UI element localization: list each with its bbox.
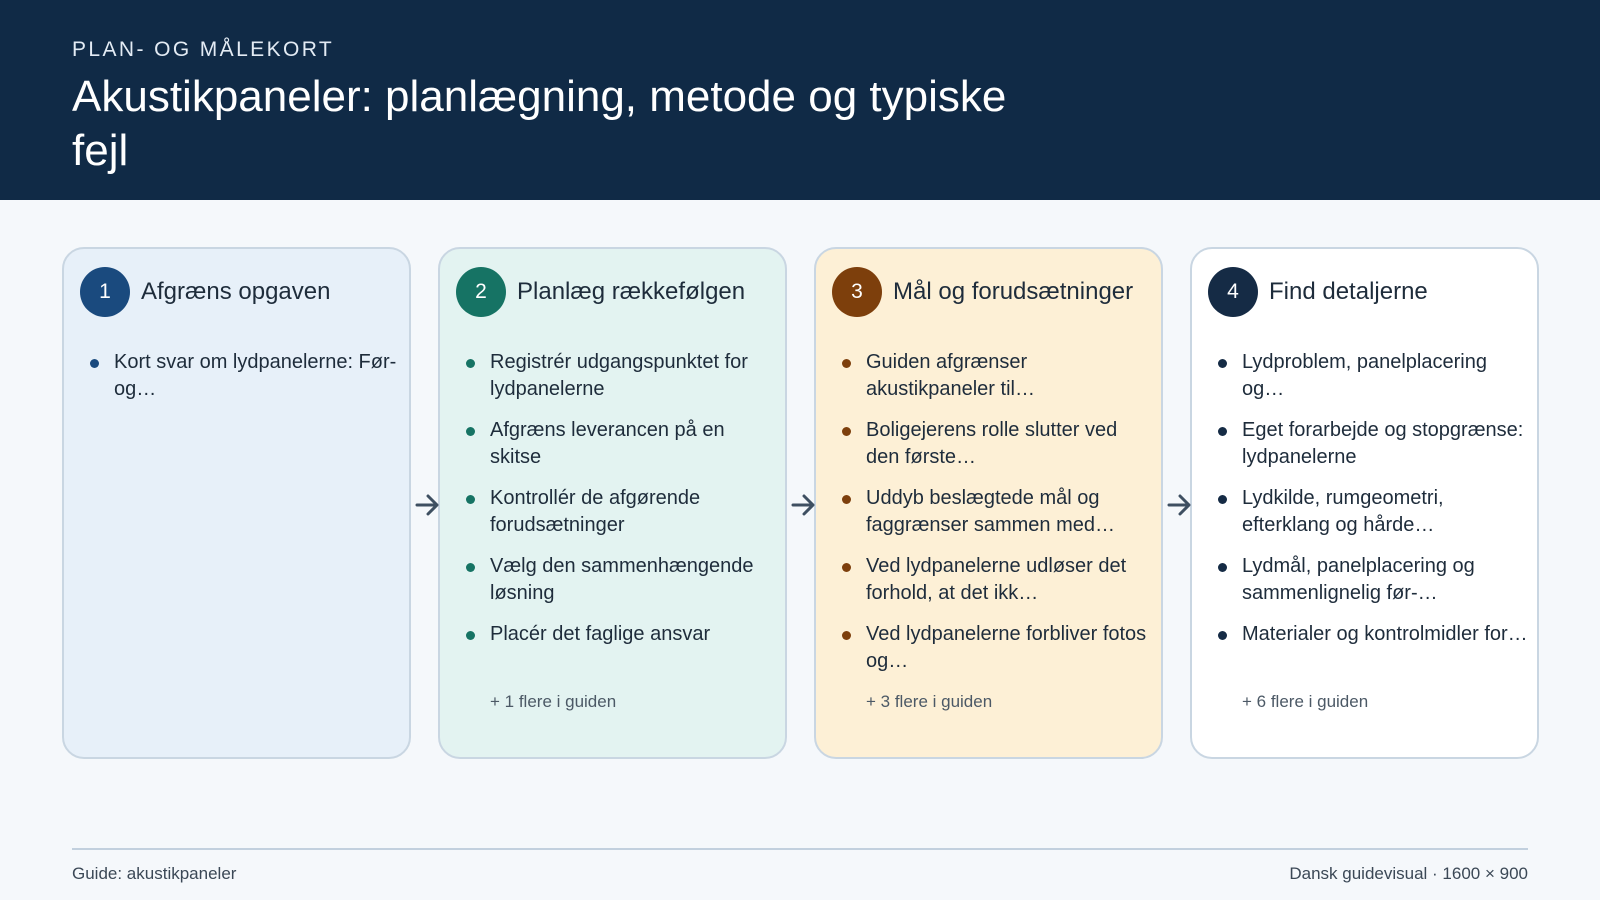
step-card-title: Mål og forudsætninger	[893, 278, 1134, 305]
step-card-header	[1208, 267, 1428, 317]
bullet-dot-icon	[466, 359, 475, 368]
step-item-list	[1218, 349, 1530, 662]
list-item	[466, 621, 778, 648]
more-in-guide-link[interactable]: + 1 flere i guiden	[490, 692, 617, 711]
footer-divider	[72, 848, 1528, 850]
step-card-header	[832, 267, 1133, 317]
list-item	[1218, 417, 1530, 471]
eyebrow-label: PLAN- OG MÅLEKORT	[72, 38, 335, 61]
list-item-text: Kontrollér de afgørende forudsætninger	[490, 487, 701, 536]
bullet-dot-icon	[466, 563, 475, 572]
arrow-right-icon	[790, 492, 818, 518]
list-item-text: Eget forarbejde og stopgrænse: lydpanelerne	[1242, 419, 1524, 468]
bullet-dot-icon	[842, 359, 851, 368]
more-in-guide-link[interactable]: + 3 flere i guiden	[866, 692, 993, 711]
step-card-3	[814, 247, 1163, 759]
step-number-badge: 3	[832, 267, 882, 317]
list-item	[1218, 485, 1530, 539]
list-item-text: Ved lydpanelerne forbliver fotos og…	[866, 623, 1147, 672]
more-in-guide-link[interactable]: + 6 flere i guiden	[1242, 692, 1369, 711]
list-item-text: Afgræns leverancen på en skitse	[490, 419, 725, 468]
list-item	[466, 485, 778, 539]
bullet-dot-icon	[842, 495, 851, 504]
footer-meta-label: Dansk guidevisual · 1600 × 900	[1289, 864, 1528, 883]
bullet-dot-icon	[466, 631, 475, 640]
bullet-dot-icon	[1218, 359, 1227, 368]
list-item-text: Lydmål, panelplacering og sammenlignelig før-…	[1242, 555, 1475, 604]
list-item	[842, 553, 1154, 607]
bullet-dot-icon	[842, 427, 851, 436]
step-card-title: Afgræns opgaven	[141, 278, 331, 305]
step-number-badge: 1	[80, 267, 130, 317]
step-item-list	[90, 349, 402, 417]
list-item	[842, 621, 1154, 675]
bullet-dot-icon	[466, 495, 475, 504]
step-card-1	[62, 247, 411, 759]
step-number-badge: 2	[456, 267, 506, 317]
list-item	[842, 485, 1154, 539]
step-number-badge: 4	[1208, 267, 1258, 317]
list-item-text: Kort svar om lydpanelerne: Før- og…	[114, 351, 397, 400]
list-item-text: Placér det faglige ansvar	[490, 623, 711, 645]
list-item-text: Ved lydpanelerne udløser det forhold, at det ikk…	[866, 555, 1127, 604]
list-item	[1218, 621, 1530, 648]
list-item	[466, 553, 778, 607]
step-card-4	[1190, 247, 1539, 759]
list-item	[90, 349, 402, 403]
bullet-dot-icon	[1218, 631, 1227, 640]
list-item-text: Uddyb beslægtede mål og faggrænser sammen med…	[866, 487, 1115, 536]
list-item	[842, 417, 1154, 471]
list-item	[1218, 553, 1530, 607]
list-item-text: Lydkilde, rumgeometri, efterklang og hårde…	[1242, 487, 1444, 536]
list-item	[466, 349, 778, 403]
footer-guide-label: Guide: akustikpaneler	[72, 864, 237, 883]
header-banner	[0, 0, 1600, 200]
step-card-title: Planlæg rækkefølgen	[517, 278, 746, 305]
list-item	[842, 349, 1154, 403]
list-item-text: Guiden afgrænser akustikpaneler til…	[866, 351, 1035, 400]
bullet-dot-icon	[466, 427, 475, 436]
step-item-list	[466, 349, 778, 662]
page-title: Akustikpaneler: planlægning, metode og typiske fejl	[72, 72, 1007, 175]
bullet-dot-icon	[90, 359, 99, 368]
list-item	[1218, 349, 1530, 403]
list-item-text: Lydproblem, panelplacering og…	[1242, 351, 1487, 400]
bullet-dot-icon	[1218, 427, 1227, 436]
arrow-right-icon	[1166, 492, 1194, 518]
step-card-header	[80, 267, 330, 317]
step-card-title: Find detaljerne	[1269, 278, 1428, 305]
list-item-text: Registrér udgangspunktet for lydpanelerne	[490, 351, 748, 400]
list-item-text: Boligejerens rolle slutter ved den første…	[866, 419, 1118, 468]
bullet-dot-icon	[842, 631, 851, 640]
step-card-header	[456, 267, 745, 317]
arrow-right-icon	[414, 492, 442, 518]
bullet-dot-icon	[1218, 495, 1227, 504]
step-item-list	[842, 349, 1154, 689]
bullet-dot-icon	[842, 563, 851, 572]
list-item-text: Materialer og kontrolmidler for…	[1242, 623, 1528, 645]
bullet-dot-icon	[1218, 563, 1227, 572]
step-card-2	[438, 247, 787, 759]
list-item	[466, 417, 778, 471]
list-item-text: Vælg den sammenhængende løsning	[490, 555, 754, 604]
